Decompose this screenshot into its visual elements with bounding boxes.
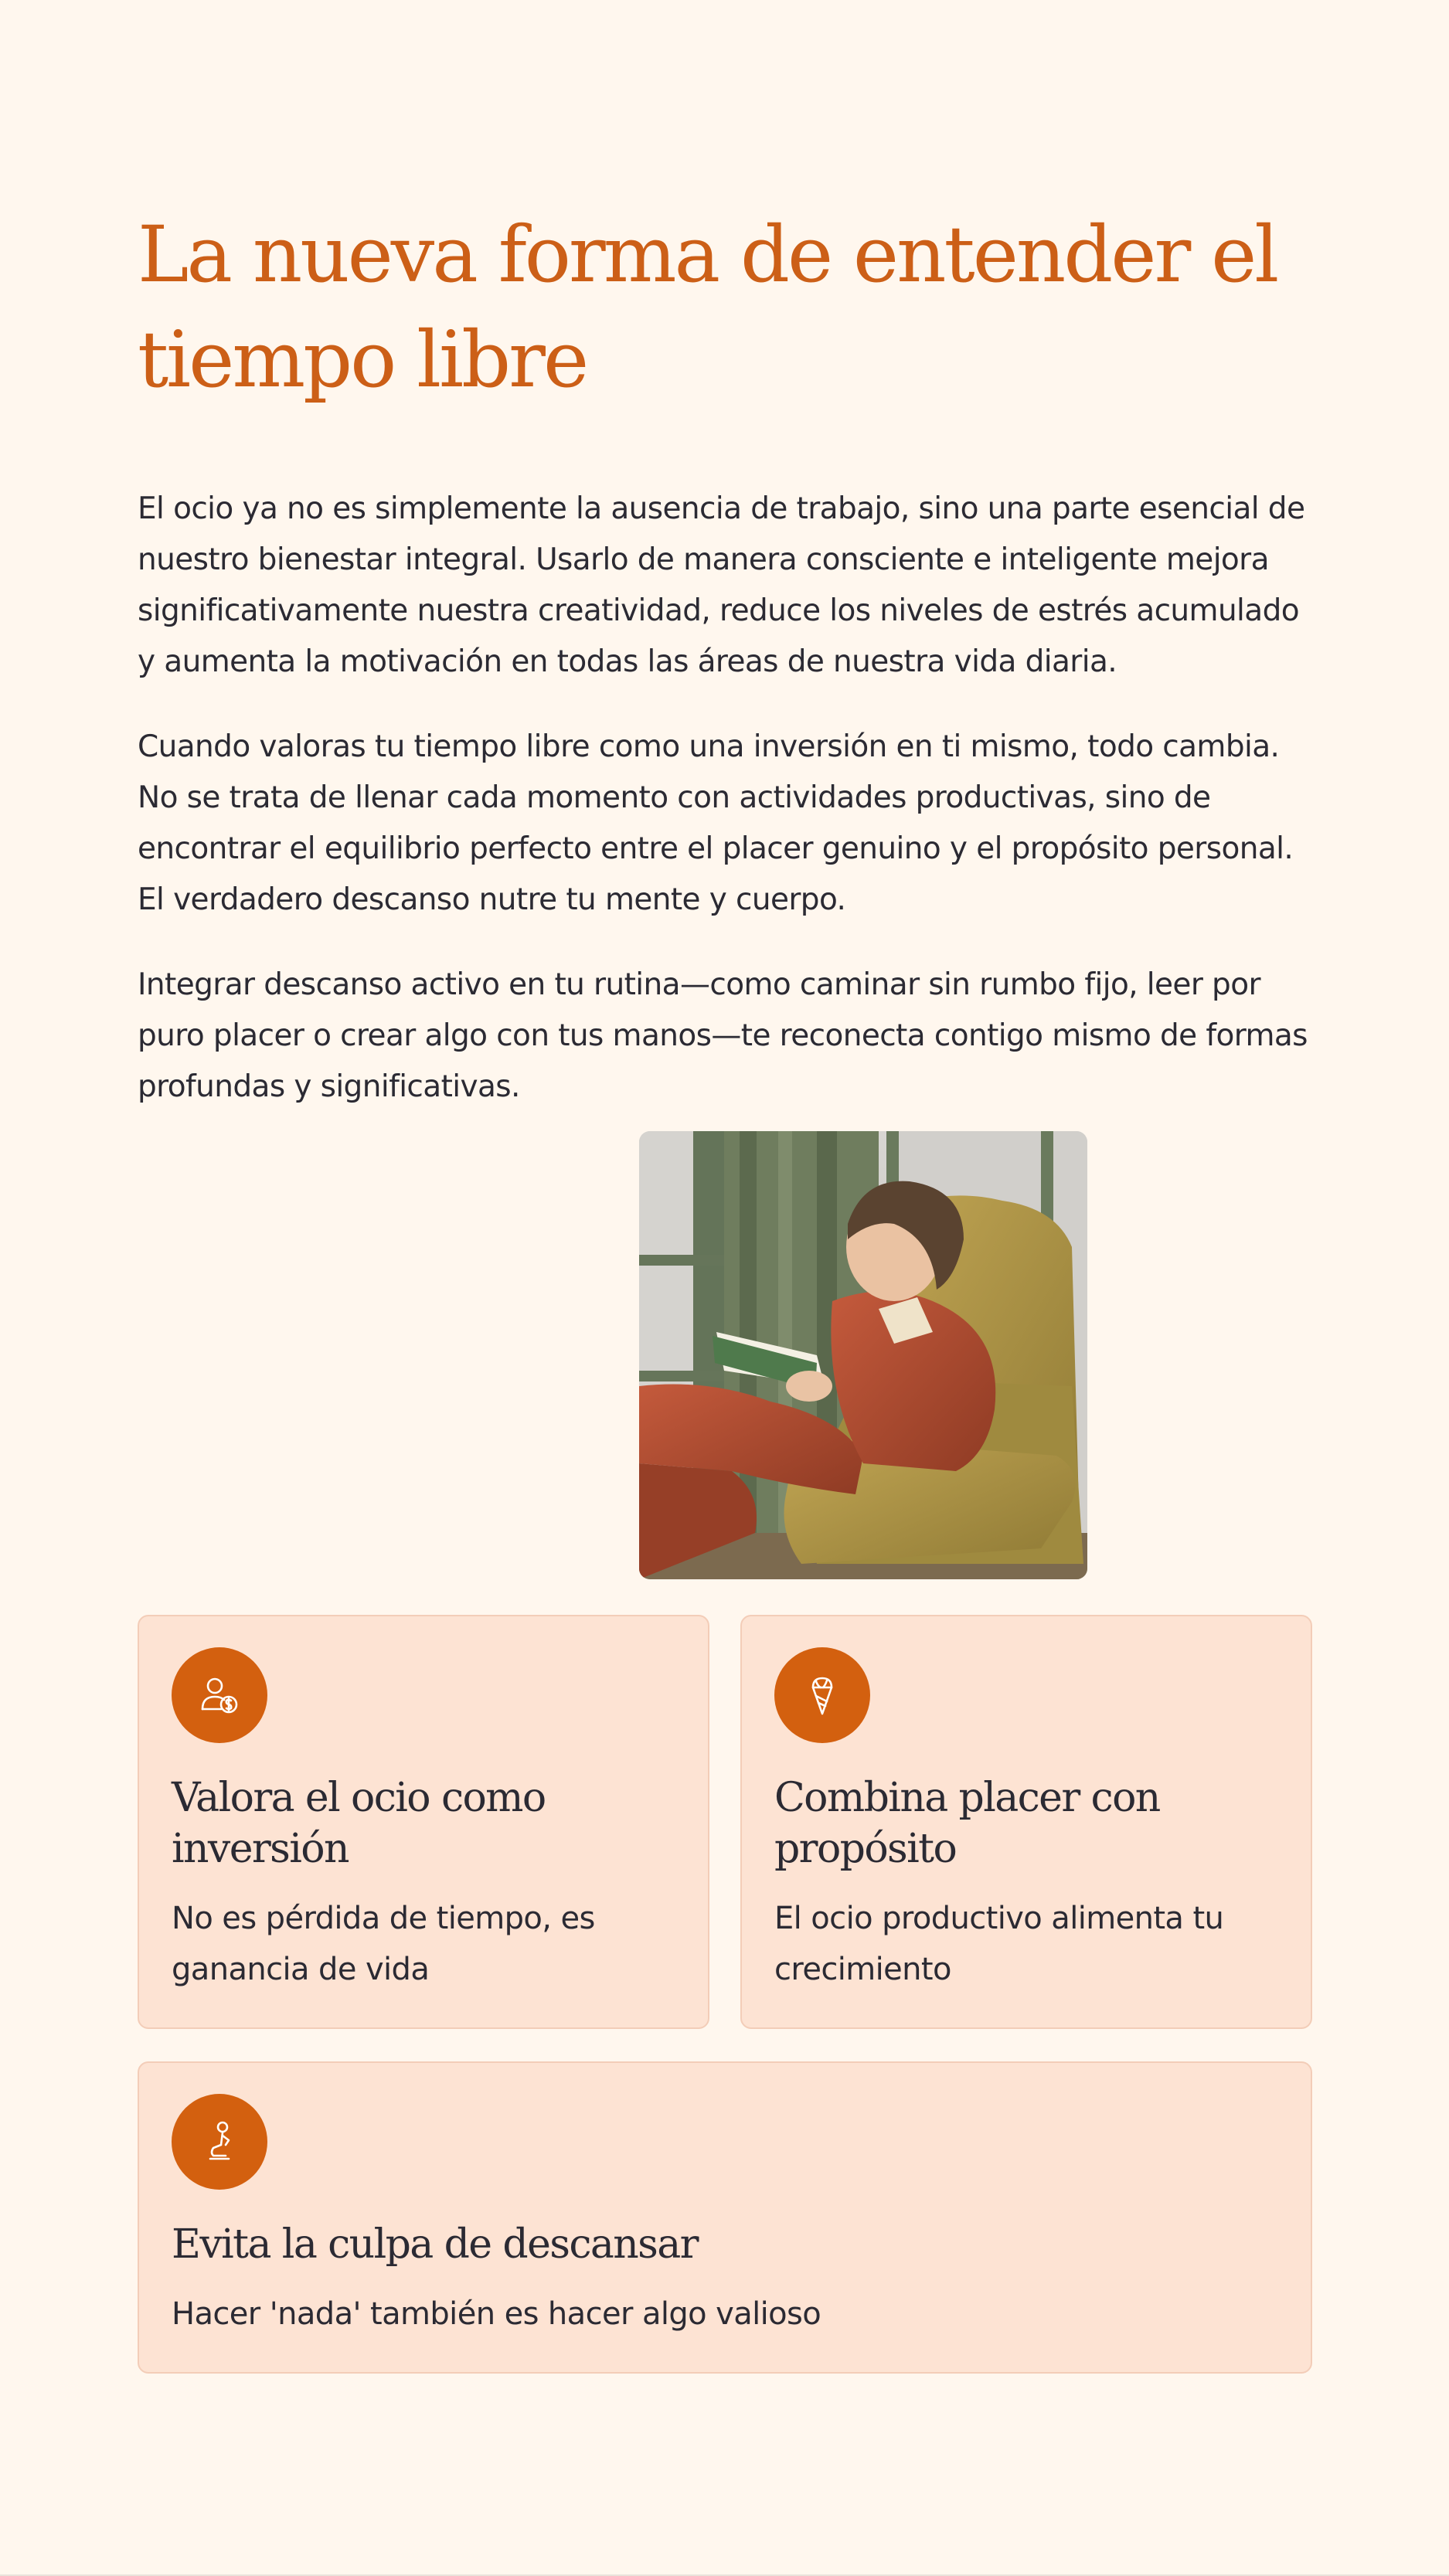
card-text: El ocio productivo alimenta tu crecimiento xyxy=(774,1901,1224,1987)
ice-cream-icon xyxy=(774,1647,870,1743)
resting-person-icon xyxy=(172,2094,267,2190)
card-title: Combina placer con propósito xyxy=(774,1775,1160,1872)
paragraph-1: El ocio ya no es simplemente la ausencia de trabajo, sino una parte esencial de nuestro bienestar integral. Usarlo de manera consciente e inteligente mejora significativamente nuestra creatividad, reduce los niveles de estrés acumulado y aumenta la motivación en todas las áreas de nuestra vida diaria. xyxy=(138,491,1305,679)
article xyxy=(138,202,1312,2332)
card-text: Hacer 'nada' también es hacer algo valioso xyxy=(172,2296,821,2332)
paragraph-3: Integrar descanso activo en tu rutina—como caminar sin rumbo fijo, leer por puro placer o crear algo con tus manos—te reconecta contigo mismo de formas profundas y significativas. xyxy=(138,967,1308,1104)
card-title: Evita la culpa de descansar xyxy=(172,2221,698,2268)
card-title: Valora el ocio como inversión xyxy=(172,1775,546,1872)
card-no-guilt xyxy=(138,2061,1312,2374)
card-purpose xyxy=(740,1615,1312,2029)
paragraph-2: Cuando valoras tu tiempo libre como una inversión en ti mismo, todo cambia. No se trata de llenar cada momento con actividades productivas, sino de encontrar el equilibrio perfecto entre el placer genuino y el propósito personal. El verdadero descanso nutre tu mente y cuerpo. xyxy=(138,729,1294,917)
reading-person-illustration xyxy=(639,1131,1087,1579)
person-money-icon xyxy=(172,1647,267,1743)
page-title: La nueva forma de entender el tiempo libre xyxy=(138,209,1277,405)
card-text: No es pérdida de tiempo, es ganancia de vida xyxy=(172,1901,595,1987)
card-invest xyxy=(138,1615,709,2029)
